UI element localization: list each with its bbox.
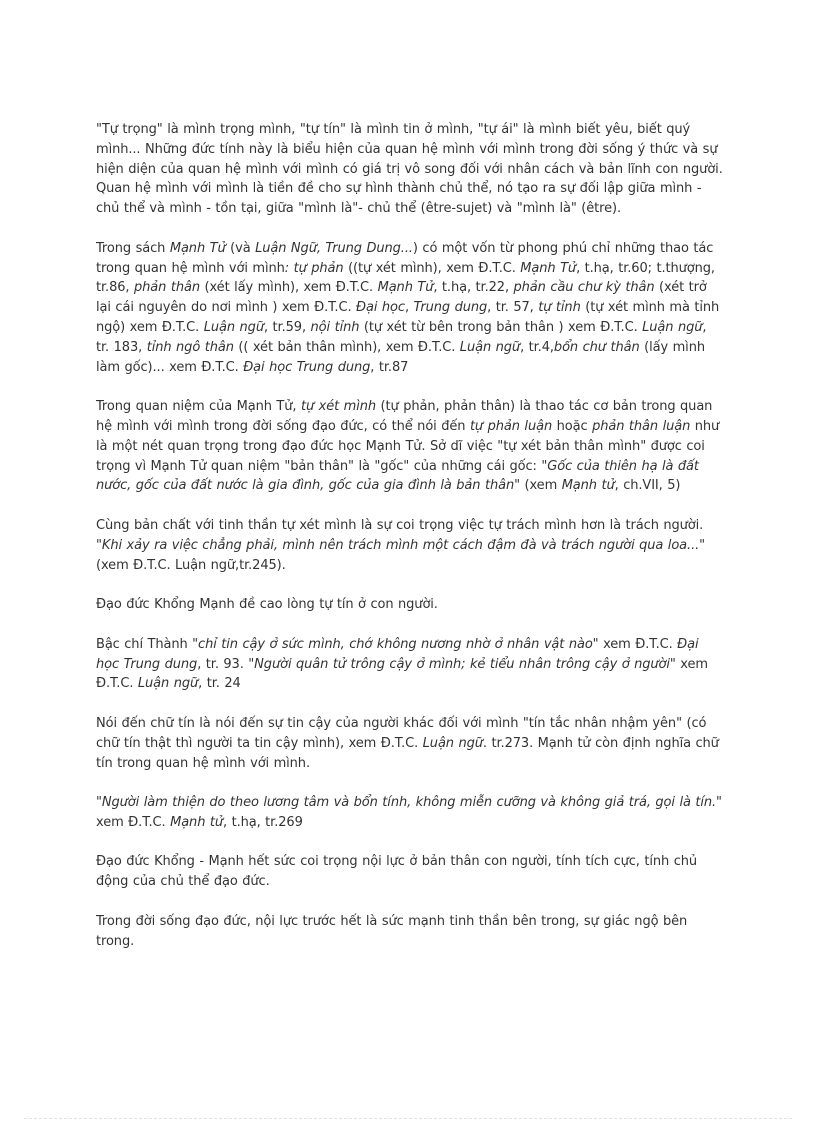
paragraph-4 [96,516,724,575]
text-run: , tr.87 [370,359,409,375]
text-run: , tr.59, [263,319,311,335]
paragraph-3 [96,397,724,496]
text-run: , ch.VII, 5) [614,478,681,494]
text-run: , tr. 24 [198,676,241,692]
italic-text-run: Trung dung [413,300,488,316]
text-run: (( xét bản thân mình), xem Đ.T.C. [233,339,460,355]
paragraph-7 [96,714,724,773]
text-run: " (xem Đ.T.C. Luận ngữ,tr.245). [96,537,706,573]
text-run: (xét lấy mình), xem Đ.T.C. [199,280,378,296]
text-run: , tr.4, [520,339,554,355]
text-run: ) có một vốn từ phong phú chỉ những thao tác trong quan hệ mình với mình [96,240,714,276]
text-run: xem Đ.T.C. [598,636,678,652]
text-run: Đạo đức Khổng - Mạnh hết sức coi trọng nội lực ở bản thân con người, tính tích cực, tính chủ động của chủ thể đạo đức. [96,854,698,890]
italic-text-run: Người làm thiện do theo lương tâm và bổn tính, không miễn cưỡng và không giả trá, gọi là tín. [101,795,717,811]
italic-text-run: tự phản luận [469,418,553,434]
text-run: , t.hạ, tr.22, [433,280,514,296]
text-run: (tự xét từ bên trong bản thân ) xem Đ.T.C. [359,319,643,335]
document-body [96,120,724,971]
paragraph-1 [96,120,724,219]
paragraph-2 [96,239,724,378]
page-bottom-divider [24,1118,792,1119]
italic-text-run: phản cầu chư kỳ thân [513,280,655,296]
italic-text-run: Mạnh Tử [520,260,577,276]
text-run: , t.hạ, tr.60; t.thượng, tr.86, [96,260,715,296]
text-run: như là một nét quan trọng trong đạo đức học Mạnh Tử. Sở dĩ việc "tự xét bản thân mình" được coi trọng vì Mạnh Tử quan niệm "bản thân" là "gốc" của những cái gốc: " [96,418,720,474]
italic-text-run: Đại học Trung dung [96,636,699,672]
text-run: , t.hạ, tr.269 [223,814,303,830]
italic-text-run: Luận ngữ [422,735,483,751]
paragraph-10 [96,912,724,952]
text-run: Trong quan niệm của Mạnh Tử, [96,399,301,415]
text-run: , tr. 183, [96,319,707,355]
text-run: ((tự xét mình), xem Đ.T.C. [343,260,521,276]
italic-text-run: nội tỉnh [310,319,360,335]
italic-text-run: tự tỉnh [538,300,581,316]
paragraph-9 [96,852,724,892]
text-run: (lấy mình làm gốc)... xem Đ.T.C. [96,339,705,375]
italic-text-run: Đại học [356,300,405,316]
text-run: hoặc [552,418,593,434]
text-run: " [96,795,102,811]
text-run: Nói đến chữ tín là nói đến sự tin cậy của người khác đối với mình "tín tắc nhân nhậm yên" (có chữ tín thật thì người ta tin cậy mình), xem Đ.T.C. [96,715,707,751]
text-run: (tự xét mình mà tỉnh ngộ) xem Đ.T.C. [96,300,720,335]
text-run: "Tự trọng" là mình trọng mình, "tự tín" là mình tin ở mình, "tự ái" là mình biết yêu, biết quý mình... Những đức tính này là biểu hiện của quan hệ mình với mình trong đời sống ý thức và sự hiện diện của quan hệ mình với mình có giá trị vô song đối với nhân cách và bản lĩnh con người. Quan hệ mình với mình là tiền đề cho sự hình thành chủ thể, nó tạo ra sự đối lập giữa mình - chủ thể và mình - tồn tại, giữa "mình là"- chủ thể (être-sujet) và "mình là" (être). [96,122,723,217]
italic-text-run: Người quân tử trông cậy ở mình; kẻ tiểu nhân trông cậy ở người [254,656,670,672]
italic-text-run: Mạnh tử [170,814,224,830]
text-run: " xem Đ.T.C. [96,795,722,830]
text-run: , tr. 93. " [197,656,255,672]
italic-text-run: Luận ngữ [642,319,703,335]
italic-text-run: Luận ngữ [203,319,264,335]
text-run: Trong sách [96,240,170,256]
text-run: (xét trở lại cái nguyên do nơi mình ) xem Đ.T.C. [96,280,707,316]
paragraph-5 [96,595,724,615]
italic-text-run: Mạnh Tử [169,240,226,256]
text-run: " xem Đ.T.C. [96,656,708,692]
italic-text-run: Gốc của thiên hạ là đất nước, gốc của đất nước là gia đình, gốc của gia đình là bản thân [96,458,699,494]
text-run: (tự phản, phản thân) là thao tác cơ bản trong quan hệ mình với mình trong đời sống đạo đức, có thể nói đến [96,399,713,434]
italic-text-run: bổn chư thân [553,339,640,355]
text-run: " (xem [514,478,562,494]
text-run: Cùng bản chất với tinh thần tự xét mình là sự coi trọng việc tự trách mình hơn là trách người. " [96,517,704,553]
italic-text-run: tỉnh ngô thân [146,339,234,355]
text-run: , [404,300,414,316]
italic-text-run: chỉ tin cậy ở sức mình, chớ không nương nhờ ở nhân vật nào" [198,636,599,652]
text-run: (và [225,240,256,256]
italic-text-run: Mạnh tử [561,478,615,494]
italic-text-run: tự xét mình [300,399,377,415]
paragraph-6 [96,635,724,694]
paragraph-8 [96,793,724,833]
text-run: Bậc chí Thành " [96,636,199,652]
italic-text-run: phản thân [134,280,200,296]
italic-text-run: Khi xảy ra việc chẳng phải, mình nên trách mình một cách đậm đà và trách người qua loa... [101,537,700,553]
italic-text-run: phản thân luận [592,418,691,434]
text-run: . tr.273. Mạnh tử còn định nghĩa chữ tín trong quan hệ mình với mình. [96,735,719,771]
italic-text-run: Mạnh Tử [377,280,434,296]
italic-text-run: Luận ngữ [137,676,199,692]
italic-text-run: Luận Ngữ, Trung Dung... [255,240,413,256]
italic-text-run: Luận ngữ [459,339,521,355]
italic-text-run: : tự phản [284,260,344,276]
text-run: Đạo đức Khổng Mạnh đề cao lòng tự tín ở con người. [96,597,438,613]
italic-text-run: Đại học Trung dung [243,359,371,375]
text-run: Trong đời sống đạo đức, nội lực trước hết là sức mạnh tinh thần bên trong, sự giác ngộ bên trong. [96,913,688,949]
text-run: , tr. 57, [487,300,539,316]
